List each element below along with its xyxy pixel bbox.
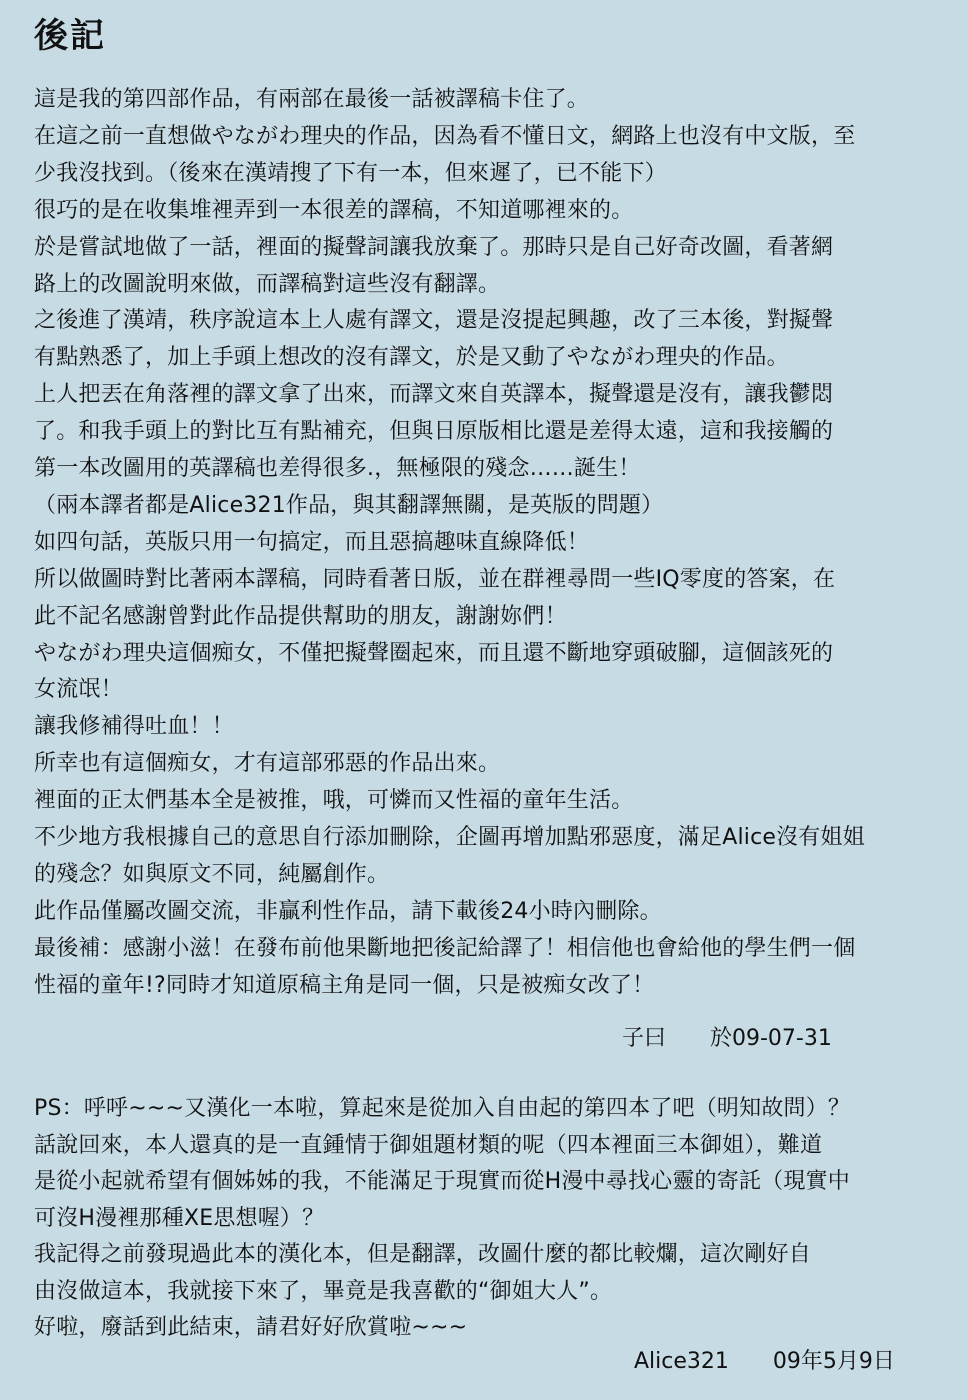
text-line: 性福的童年!?同時才知道原稿主角是同一個，只是被痴女改了！: [34, 972, 655, 998]
text-line: 於是嘗試地做了一話，裡面的擬聲詞讓我放棄了。那時只是自己好奇改圖，看著網: [34, 234, 834, 260]
text-line: 我記得之前發現過此本的漢化本，但是翻譯，改圖什麼的都比較爛，這次剛好自: [34, 1242, 812, 1267]
signature-date: 子曰 於09-07-31: [622, 1026, 832, 1051]
page-title: 後記: [34, 16, 106, 56]
text-line: 少我沒找到。（後來在漢靖搜了下有一本，但來遲了，已不能下）: [34, 160, 667, 186]
text-line: 此不記名感謝曾對此作品提供幫助的朋友，謝謝妳們！: [34, 603, 567, 629]
text-line: 上人把丟在角落裡的譯文拿了出來，而譯文來自英譯本，擬聲還是沒有，讓我鬱悶: [34, 382, 834, 408]
text-line: 話說回來，本人還真的是一直鍾情于御姐題材類的呢（四本裡面三本御姐），難道: [34, 1132, 823, 1158]
text-line: 所以做圖時對比著兩本譯稿，同時看著日版，並在群裡尋問一些IQ零度的答案，在: [34, 566, 836, 592]
text-line: 不少地方我根據自己的意思自行添加刪除，企圖再增加點邪惡度，滿足Alice沒有姐姐: [34, 825, 865, 850]
text-line: 可沒H漫裡那種XE思想喔）？: [34, 1205, 325, 1231]
text-line: 之後進了漢靖，秩序說這本上人處有譯文，還是沒提起興趣，改了三本後，對擬聲: [34, 308, 834, 334]
text-line: 讓我修補得吐血！！: [34, 714, 234, 740]
translator-signature: Alice321 09年5月9日: [634, 1349, 895, 1374]
text-line: 第一本改圖用的英譯稿也差得很多.，無極限的殘念……誕生！: [34, 456, 641, 481]
text-line: PS：呼呼~~~又漢化一本啦，算起來是從加入自由起的第四本了吧（明知故問）？: [34, 1096, 851, 1121]
text-line: 所幸也有這個痴女，才有這部邪惡的作品出來。: [34, 751, 501, 777]
text-line: やながわ理央這個痴女，不僅把擬聲圈起來，而且還不斷地穿頭破腳，這個該死的: [34, 640, 834, 666]
text-line: 此作品僅屬改圖交流，非贏利性作品，請下載後24小時內刪除。: [34, 898, 662, 924]
text-line: 這是我的第四部作品，有兩部在最後一話被譯稿卡住了。: [34, 87, 590, 112]
text-line: 女流氓！: [34, 677, 123, 703]
text-line: 很巧的是在收集堆裡弄到一本很差的譯稿，不知道哪裡來的。: [34, 197, 634, 223]
text-line: 裡面的正太們基本全是被推，哦，可憐而又性福的童年生活。: [34, 788, 634, 814]
text-line: 如四句話，英版只用一句搞定，而且惡搞趣味直線降低！: [34, 529, 590, 555]
text-line: 好啦，廢話到此結束，請君好好欣賞啦~~~: [34, 1315, 468, 1340]
text-line: 有點熟悉了，加上手頭上想改的沒有譯文，於是又動了やながわ理央的作品。: [34, 345, 789, 371]
text-line: 是從小起就希望有個姊姊的我，不能滿足于現實而從H漫中尋找心靈的寄託（現實中: [34, 1169, 850, 1194]
text-line: 了。和我手頭上的對比互有點補充，但與日原版相比還是差得太遠，這和我接觸的: [34, 419, 834, 445]
text-line: 路上的改圖說明來做，而譯稿對這些沒有翻譯。: [34, 271, 501, 297]
text-line: 的殘念？如與原文不同，純屬創作。: [34, 861, 390, 887]
text-line: 由沒做這本，我就接下來了，畢竟是我喜歡的“御姐大人”。: [34, 1278, 613, 1304]
text-line: （兩本譯者都是Alice321作品，與其翻譯無關，是英版的問題）: [34, 492, 664, 518]
text-line: 最後補：感謝小滋！在發布前他果斷地把後記給譯了！相信他也會給他的學生們一個: [34, 935, 856, 961]
text-line: 在這之前一直想做やながわ理央的作品，因為看不懂日文，網路上也沒有中文版，至: [34, 123, 856, 149]
